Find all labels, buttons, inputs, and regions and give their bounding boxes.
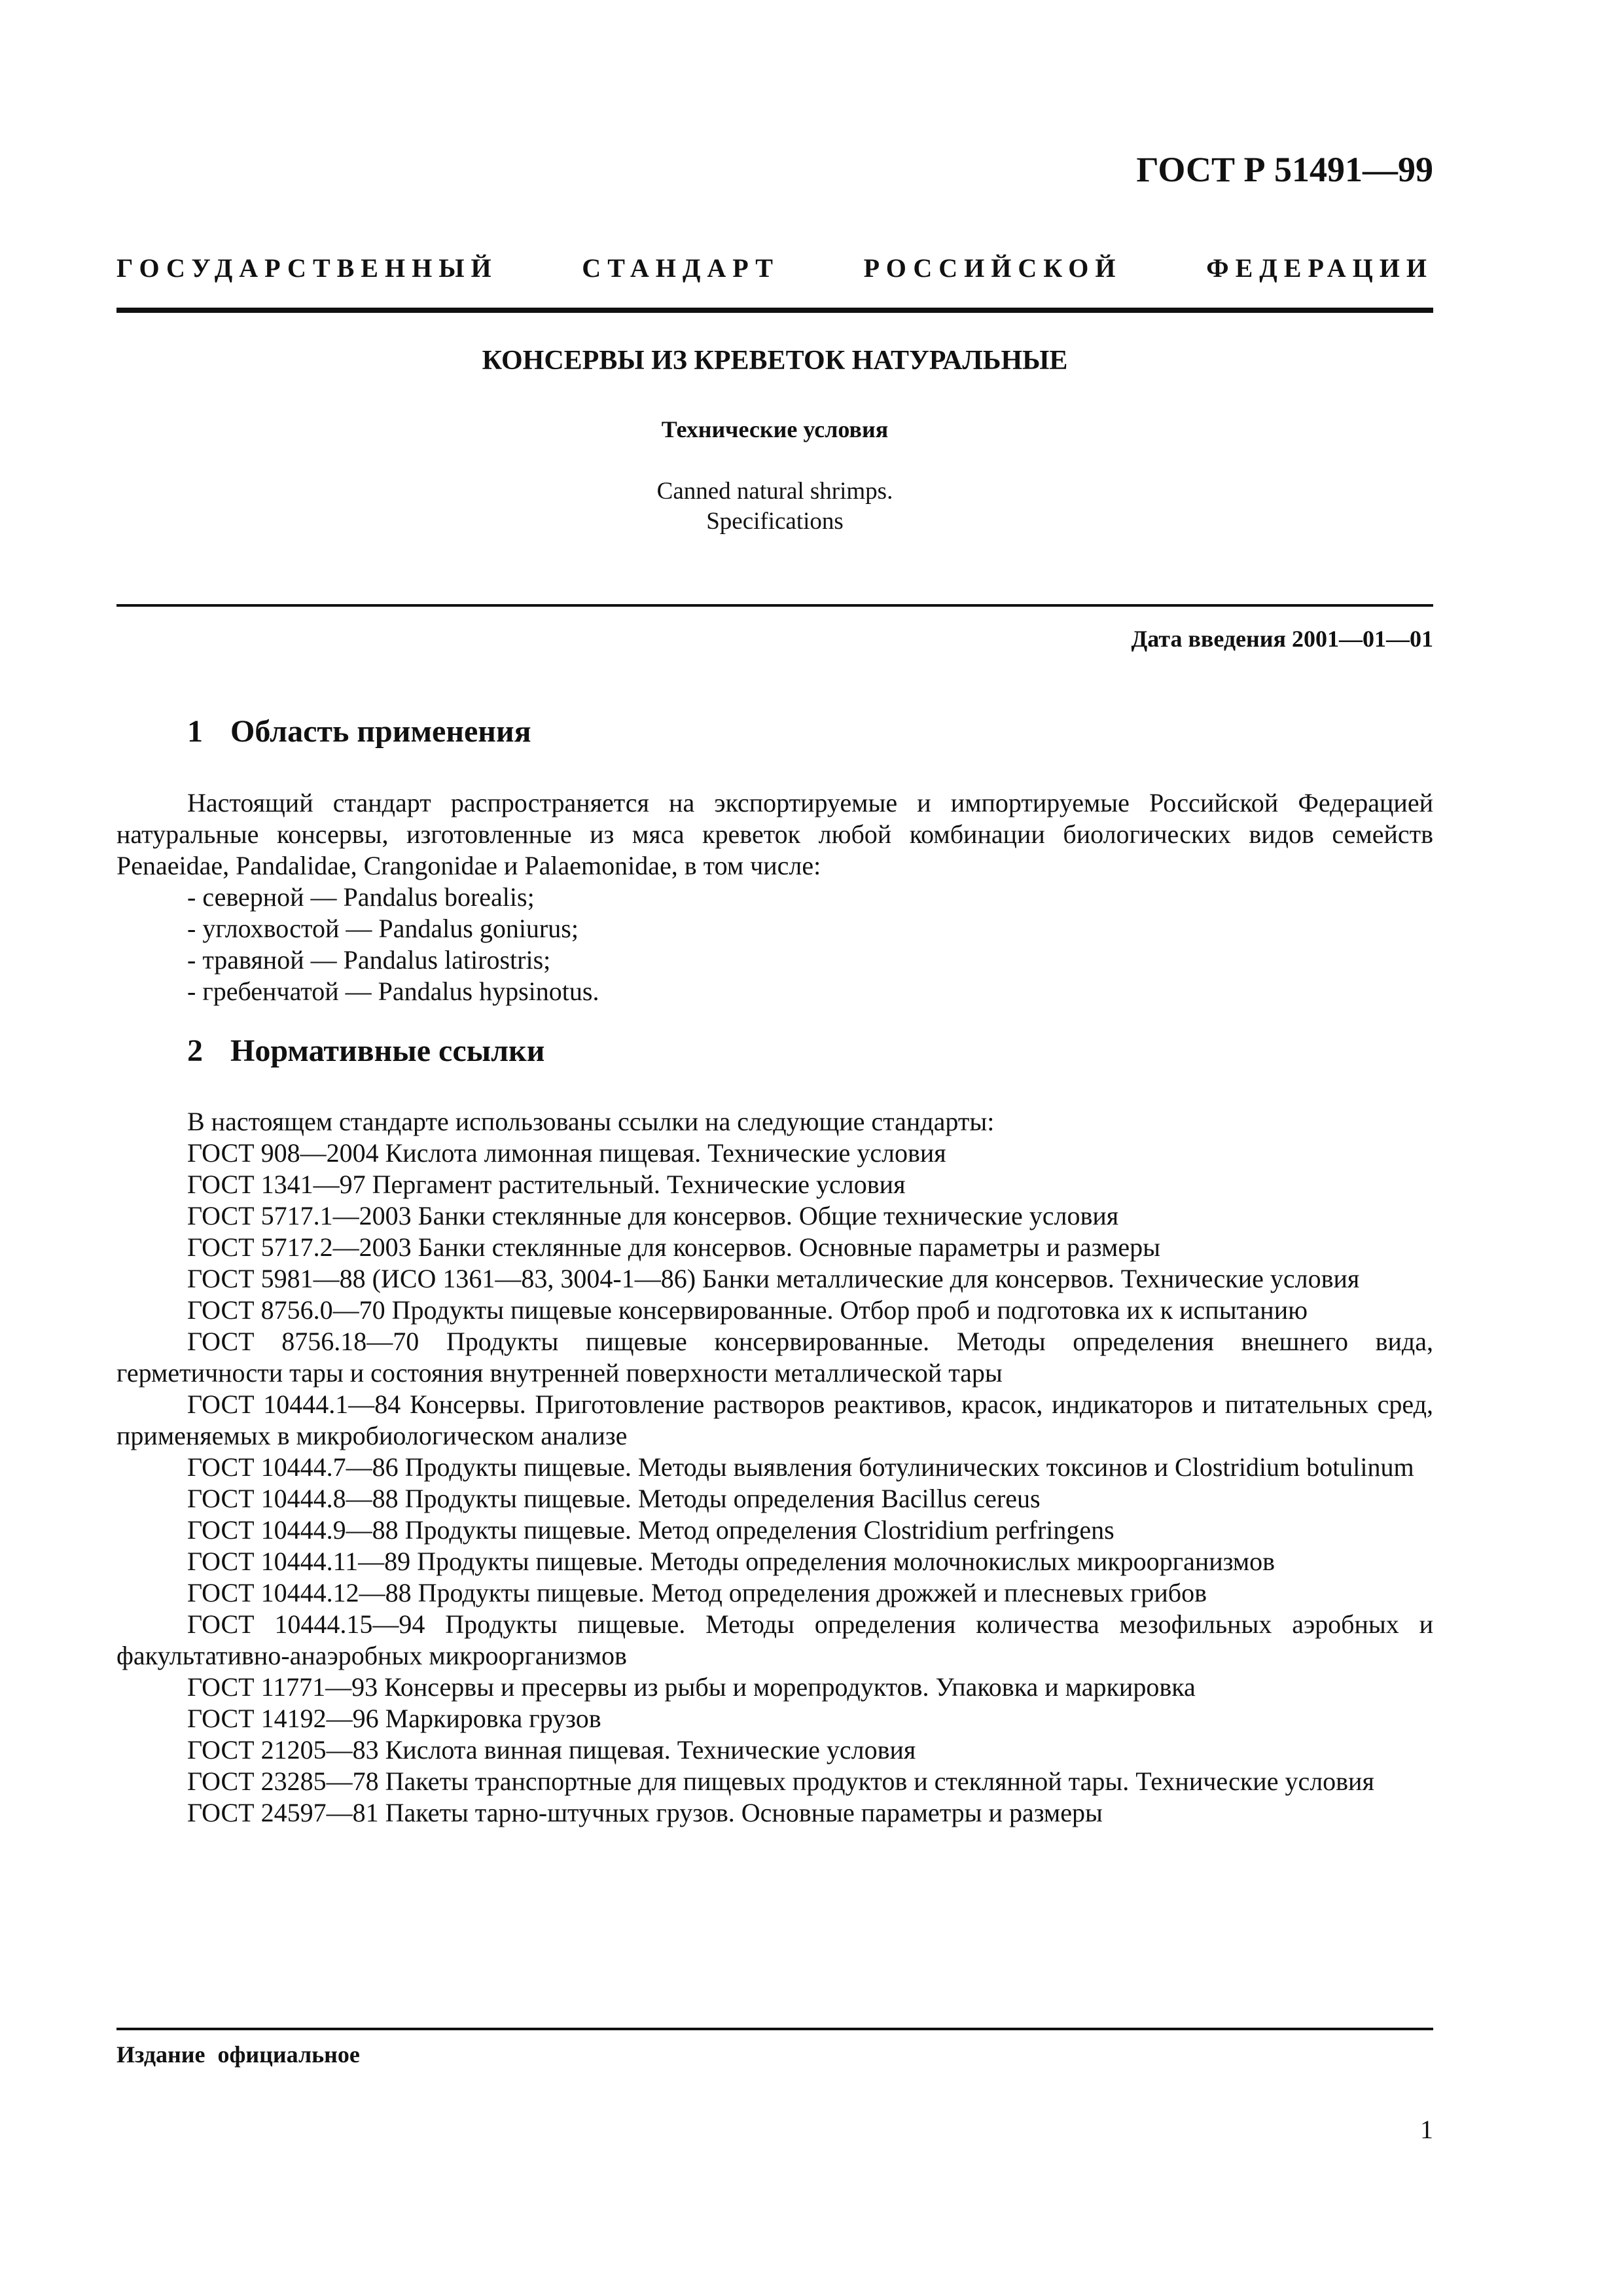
english-title-line-2: Specifications (706, 508, 844, 535)
reference-item: ГОСТ 11771—93 Консервы и пресервы из рыбы и морепродуктов. Упаковка и маркировка (187, 1672, 1196, 1702)
reference-item: ГОСТ 908—2004 Кислота лимонная пищевая. Технические условия (187, 1138, 946, 1168)
section-2-title: Нормативные ссылки (230, 1033, 545, 1068)
reference-item: ГОСТ 14192—96 Маркировка грузов (187, 1704, 601, 1733)
section-1-body (116, 787, 1433, 1007)
reference-item: ГОСТ 21205—83 Кислота винная пищевая. Технические условия (187, 1735, 916, 1765)
document-subtitle: Технические условия (661, 416, 889, 442)
standard-code: ГОСТ Р 51491—99 (1136, 150, 1433, 189)
list-item: - гребенчатой — Pandalus hypsinotus. (187, 977, 599, 1006)
section-1-title: Область применения (230, 714, 531, 749)
list-item: - травяной — Pandalus latirostris; (187, 945, 551, 975)
title-rule (116, 604, 1433, 607)
reference-item: ГОСТ 10444.12—88 Продукты пищевые. Метод определения дрожжей и плесневых грибов (187, 1578, 1207, 1607)
header-rule (116, 308, 1433, 313)
english-title-line-1: Canned natural shrimps. (656, 478, 893, 505)
list-item: - углохвостой — Pandalus goniurus; (187, 914, 579, 943)
page-number: 1 (1420, 2115, 1433, 2144)
document-title: КОНСЕРВЫ ИЗ КРЕВЕТОК НАТУРАЛЬНЫЕ (482, 346, 1068, 376)
reference-item: ГОСТ 8756.0—70 Продукты пищевые консервированные. Отбор проб и подготовка их к испытанию (187, 1295, 1308, 1325)
reference-item: ГОСТ 5981—88 (ИСО 1361—83, 3004-1—86) Банки металлические для консервов. Технические условия (187, 1264, 1360, 1293)
section-1-heading (187, 713, 531, 749)
reference-item: ГОСТ 1341—97 Пергамент растительный. Технические условия (187, 1170, 906, 1199)
introduction-date: Дата введения 2001—01—01 (1131, 626, 1433, 652)
section-2-heading (187, 1033, 544, 1069)
reference-item: ГОСТ 24597—81 Пакеты тарно-штучных грузов. Основные параметры и размеры (187, 1798, 1103, 1827)
reference-item: ГОСТ 10444.7—86 Продукты пищевые. Методы выявления ботулинических токсинов и Clostridium botulinum (187, 1452, 1414, 1482)
reference-item: ГОСТ 5717.1—2003 Банки стеклянные для консервов. Общие технические условия (187, 1201, 1119, 1230)
edition-label: Издание официальное (116, 2041, 360, 2068)
reference-item: ГОСТ 10444.1—84 Консервы. Приготовление растворов реактивов, красок, индикаторов и питательных сред, применяемых в микробиологическом анализе (116, 1390, 1433, 1450)
english-title (116, 476, 1433, 537)
reference-item: ГОСТ 5717.2—2003 Банки стеклянные для консервов. Основные параметры и размеры (187, 1232, 1160, 1262)
reference-item: ГОСТ 23285—78 Пакеты транспортные для пищевых продуктов и стеклянной тары. Технические условия (187, 1767, 1374, 1796)
footer-rule (116, 2028, 1433, 2030)
list-item: - северной — Pandalus borealis; (187, 882, 535, 912)
section-2-number: 2 (187, 1033, 203, 1068)
reference-item: ГОСТ 8756.18—70 Продукты пищевые консервированные. Методы определения внешнего вида, герметичности тары и состояния внутренней поверхности металлической тары (116, 1327, 1433, 1388)
organization-heading: ГОСУДАРСТВЕННЫЙ СТАНДАРТ РОССИЙСКОЙ ФЕДЕРАЦИИ (116, 253, 1433, 283)
section-1-intro: Настоящий стандарт распространяется на экспортируемые и импортируемые Российской Федерацией натуральные консервы, изготовленные из мяса креветок любой комбинации биологических видов семейств Penaeidae, Pandalidae, Crangonidae и Palaemonidae, в том числе: (116, 788, 1433, 880)
reference-item: ГОСТ 10444.9—88 Продукты пищевые. Метод определения Clostridium perfringens (187, 1515, 1115, 1545)
reference-item: ГОСТ 10444.11—89 Продукты пищевые. Методы определения молочнокислых микроорганизмов (187, 1547, 1275, 1576)
section-1-number: 1 (187, 714, 203, 749)
section-2-intro: В настоящем стандарте использованы ссылки на следующие стандарты: (187, 1107, 995, 1136)
reference-item: ГОСТ 10444.15—94 Продукты пищевые. Методы определения количества мезофильных аэробных и факультативно-анаэробных микроорганизмов (116, 1609, 1433, 1670)
section-2-body (116, 1106, 1433, 1829)
reference-item: ГОСТ 10444.8—88 Продукты пищевые. Методы определения Bacillus cereus (187, 1484, 1041, 1513)
